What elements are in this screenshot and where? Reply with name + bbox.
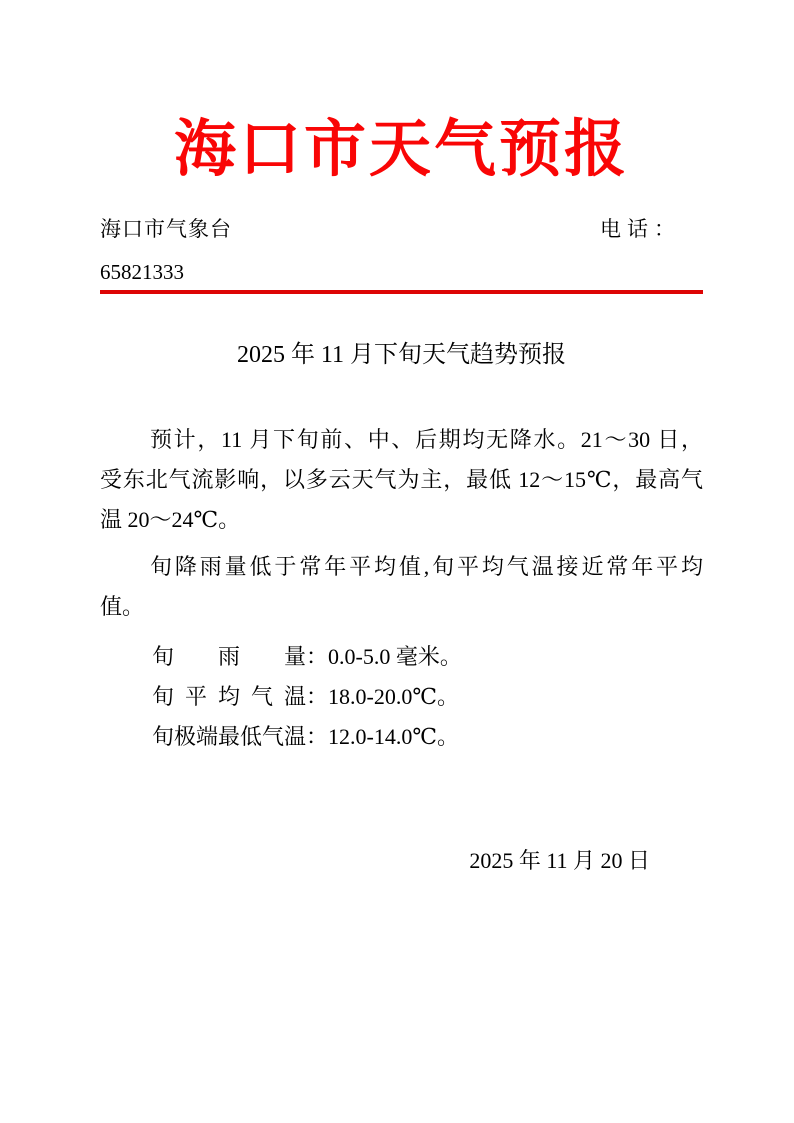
stat-label: 旬极端最低气温	[152, 724, 307, 749]
stats-list	[100, 637, 703, 757]
report-subtitle: 2025 年 11 月下旬天气趋势预报	[236, 342, 567, 368]
stat-label: 旬雨量	[152, 644, 306, 669]
paragraph-line: 旬降雨量低于常年平均值,旬平均气温接近常年平均	[150, 554, 703, 579]
paragraph-line: 预计，11 月下旬前、中、后期均无降水。21～30 日，	[150, 427, 703, 452]
stat-value: 18.0-20.0℃。	[328, 684, 459, 709]
phone-number: 65821333	[100, 260, 184, 284]
document-content	[100, 0, 703, 879]
stat-row-mean-temperature	[100, 677, 703, 717]
paragraph-line: 值。	[100, 594, 145, 619]
forecast-paragraph-overview	[100, 420, 703, 540]
stat-separator: ：	[306, 684, 329, 709]
stat-value: 12.0-14.0℃。	[328, 724, 459, 749]
stat-row-rainfall	[100, 637, 703, 677]
stat-row-extreme-min-temperature	[100, 717, 703, 757]
report-date: 2025 年 11 月 20 日	[469, 848, 650, 873]
stat-value: 0.0-5.0 毫米。	[328, 644, 462, 669]
phone-label: 电话：	[600, 217, 681, 241]
document-title: 海口市天气预报	[173, 115, 629, 184]
stat-label: 旬平均气温	[152, 684, 306, 709]
forecast-paragraph-comparison	[100, 547, 703, 627]
paragraph-line: 温 20～24℃。	[100, 507, 241, 532]
stat-separator: ：	[306, 644, 329, 669]
header-rule-divider	[100, 290, 703, 294]
stat-separator: ：	[306, 724, 329, 749]
paragraph-line: 受东北气流影响，以多云天气为主，最低 12～15℃，最高气	[100, 467, 703, 492]
agency-name: 海口市气象台	[100, 217, 232, 241]
letterhead-row	[100, 215, 703, 243]
